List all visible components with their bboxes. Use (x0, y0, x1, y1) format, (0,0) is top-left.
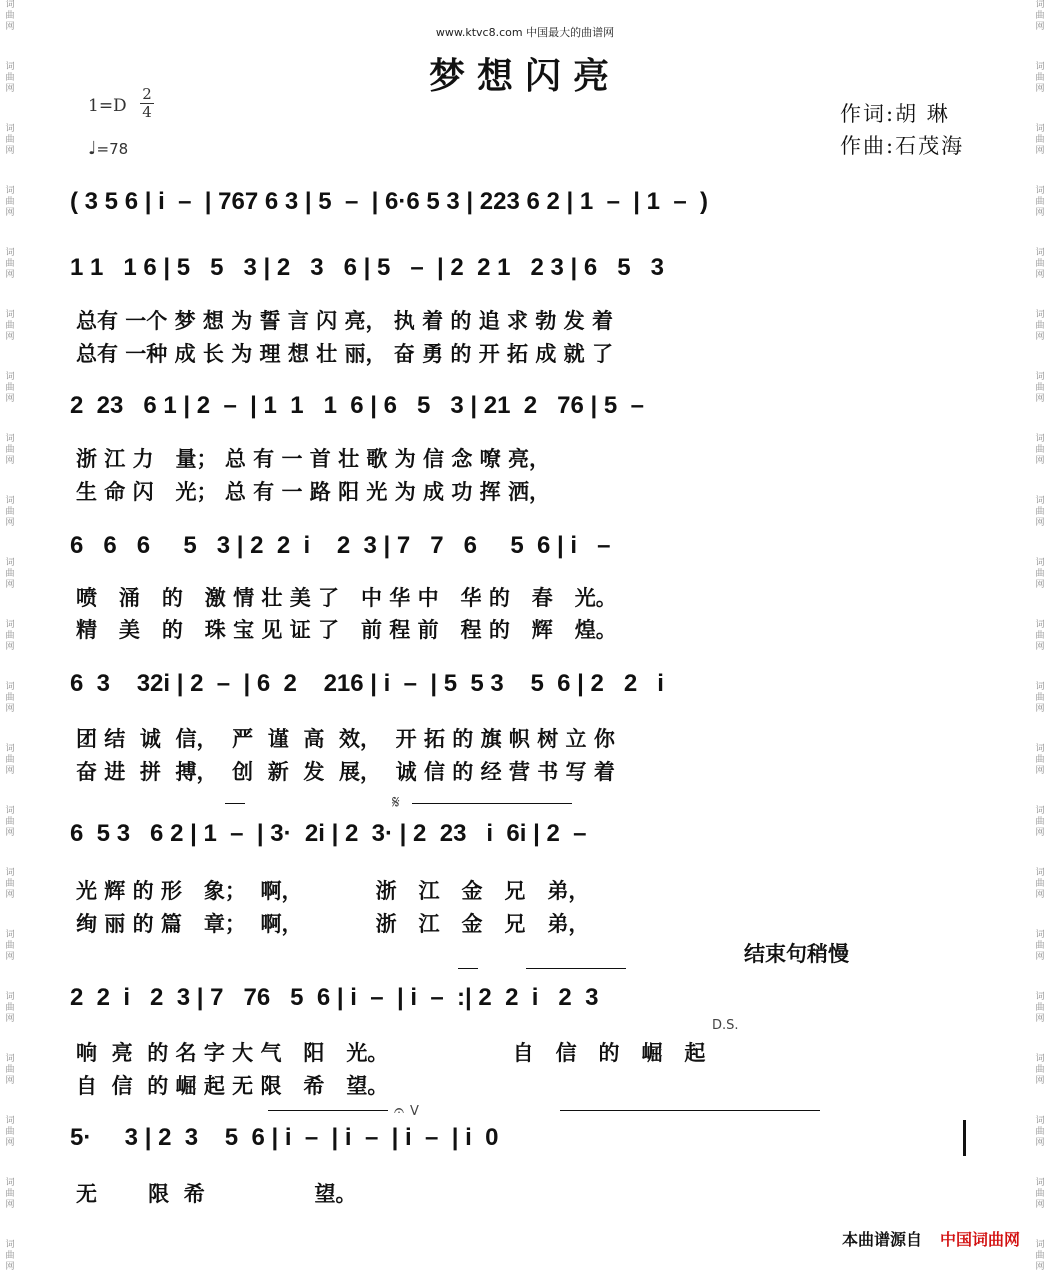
watermark-text: 词 曲 网 (5, 496, 15, 528)
watermark-text: 词 曲 网 (5, 620, 15, 652)
lyric-row-7: 无 限 希 望。 (76, 1181, 357, 1206)
watermark-text: 词 曲 网 (1035, 310, 1045, 342)
score-row-3: 6 6 6 5 3 | 2 2 i 2 3 | 7 7 6 5 6 | i – (70, 532, 611, 559)
watermark-text: 词 曲 网 (5, 124, 15, 156)
watermark-text: 词 曲 网 (1035, 868, 1045, 900)
key-signature: 1=D (88, 96, 127, 116)
watermark-text: 词 曲 网 (5, 806, 15, 838)
watermark-text: 词 曲 网 (5, 1178, 15, 1210)
watermark-text: 词 曲 网 (5, 372, 15, 404)
watermark-text: 词 曲 网 (1035, 124, 1045, 156)
score-row-2: 2 23 6 1 | 2 – | 1 1 1 6 | 6 5 3 | 21 2 76 | 5 – (70, 392, 644, 419)
tempo-marking (88, 138, 128, 159)
lyric-row-4-verse-2: 奋 进 拼 搏， 创 新 发 展， 诚 信 的 经 营 书 写 着 (76, 759, 615, 784)
time-bottom: 4 (142, 103, 152, 121)
slur-line (412, 803, 572, 804)
lyric-row-4-verse-1: 团 结 诚 信， 严 谨 高 效， 开 拓 的 旗 帜 树 立 你 (76, 726, 615, 751)
watermark-text: 词 曲 网 (1035, 992, 1045, 1024)
side-watermark-left (2, 0, 18, 1276)
watermark-text: 词 曲 网 (5, 744, 15, 776)
lyric-row-1-verse-1: 总有 一个 梦 想 为 誓 言 闪 亮， 执 着 的 追 求 勃 发 着 (76, 308, 613, 333)
tempo-note: 结束句稍慢 (744, 941, 849, 966)
watermark-text: 词 曲 网 (1035, 372, 1045, 404)
ds-marking: D.S. (712, 1018, 739, 1033)
octave-line (458, 968, 478, 969)
watermark-text: 词 曲 网 (5, 1240, 15, 1272)
watermark-text: 词 曲 网 (1035, 186, 1045, 218)
segno-icon: 𝄋 (392, 792, 400, 813)
watermark-text: 词 曲 网 (1035, 434, 1045, 466)
lyric-row-6-verse-2: 自 信 的 崛 起 无 限 希 望。 (76, 1073, 389, 1098)
composer: 作曲:石茂海 (840, 134, 965, 158)
watermark-text: 词 曲 网 (1035, 0, 1045, 32)
lyric-row-3-verse-1: 喷 涌 的 激 情 壮 美 了 中 华 中 华 的 春 光。 (76, 585, 617, 610)
score-row-4: 6 3 32i | 2 – | 6 2 216 | i – | 5 5 3 5 6 | 2 2 i (70, 670, 664, 697)
watermark-text: 词 曲 网 (5, 682, 15, 714)
final-barline (963, 1120, 966, 1156)
lyric-row-2-verse-2: 生 命 闪 光； 总 有 一 路 阳 光 为 成 功 挥 洒， (76, 479, 550, 504)
watermark-text: 词 曲 网 (1035, 62, 1045, 94)
lyric-row-6-verse-1: 响 亮 的 名 字 大 气 阳 光。 自 信 的 崛 起 (76, 1040, 706, 1065)
watermark-text: 词 曲 网 (1035, 620, 1045, 652)
watermark-text: 词 曲 网 (1035, 806, 1045, 838)
watermark-text: 词 曲 网 (5, 992, 15, 1024)
score-row-6: 2 2 i 2 3 | 7 76 5 6 | i – | i – :| 2 2 i 2 3 (70, 984, 599, 1011)
lyric-row-3-verse-2: 精 美 的 珠 宝 见 证 了 前 程 前 程 的 辉 煌。 (76, 617, 617, 642)
fermata-icon: 𝄐 (394, 1100, 405, 1121)
watermark-text: 词 曲 网 (5, 434, 15, 466)
footer-source-site: 中国词曲网 (939, 1230, 1020, 1249)
time-top: 2 (142, 85, 152, 103)
watermark-text: 词 曲 网 (5, 558, 15, 590)
watermark-text: 词 曲 网 (1035, 1178, 1045, 1210)
watermark-text: 词 曲 网 (5, 1054, 15, 1086)
slur-line (526, 968, 626, 969)
time-signature (140, 86, 154, 121)
watermark-text: 词 曲 网 (1035, 558, 1045, 590)
footer-source-label: 本曲谱源自 (841, 1230, 922, 1249)
watermark-text: 词 曲 网 (5, 930, 15, 962)
lyricist: 作词:胡 琳 (840, 102, 950, 126)
lyric-row-1-verse-2: 总有 一种 成 长 为 理 想 壮 丽， 奋 勇 的 开 拓 成 就 了 (76, 341, 613, 366)
watermark-text: 词 曲 网 (1035, 1054, 1045, 1086)
watermark-text: 词 曲 网 (1035, 248, 1045, 280)
lyric-row-5-verse-1: 光 辉 的 形 象； 啊， 浙 江 金 兄 弟， (76, 878, 590, 903)
watermark-text: 词 曲 网 (1035, 744, 1045, 776)
score-row-1: 1 1 1 6 | 5 5 3 | 2 3 6 | 5 – | 2 2 1 2 3 | 6 5 3 (70, 254, 664, 281)
watermark-text: 词 曲 网 (1035, 682, 1045, 714)
lyric-row-2-verse-1: 浙 江 力 量； 总 有 一 首 壮 歌 为 信 念 嘹 亮， (76, 446, 550, 471)
site-url: www.ktvc8.com 中国最大的曲谱网 (435, 26, 615, 39)
score-row-5: 6 5 3 6 2 | 1 – | 3· 2i | 2 3· | 2 23 i 6i | 2 – (70, 820, 587, 847)
watermark-text: 词 曲 网 (5, 0, 15, 32)
tempo-value: =78 (96, 140, 129, 158)
slur-line (268, 1110, 388, 1111)
watermark-text: 词 曲 网 (5, 310, 15, 342)
side-watermark-right (1032, 0, 1048, 1276)
watermark-text: 词 曲 网 (1035, 496, 1045, 528)
score-row-7: 5· 3 | 2 3 5 6 | i – | i – | i – | i 0 (70, 1124, 499, 1151)
quarter-note-icon: ♩ (88, 138, 97, 159)
watermark-text: 词 曲 网 (5, 186, 15, 218)
watermark-text: 词 曲 网 (5, 1116, 15, 1148)
breath-mark-icon: V (410, 1104, 419, 1119)
song-title: 梦想闪亮 (428, 55, 621, 97)
watermark-text: 词 曲 网 (1035, 1116, 1045, 1148)
lyric-row-5-verse-2: 绚 丽 的 篇 章； 啊， 浙 江 金 兄 弟， (76, 911, 590, 936)
octave-line (225, 803, 245, 804)
watermark-text: 词 曲 网 (1035, 1240, 1045, 1272)
watermark-text: 词 曲 网 (5, 62, 15, 94)
watermark-text: 词 曲 网 (5, 248, 15, 280)
tie-line (560, 1110, 820, 1111)
watermark-text: 词 曲 网 (1035, 930, 1045, 962)
score-row-intro: ( 3 5 6 | i – | 767 6 3 | 5 – | 6·6 5 3 | 223 6 2 | 1 – | 1 – ) (70, 188, 709, 215)
footer-source (842, 1227, 1020, 1250)
watermark-text: 词 曲 网 (5, 868, 15, 900)
